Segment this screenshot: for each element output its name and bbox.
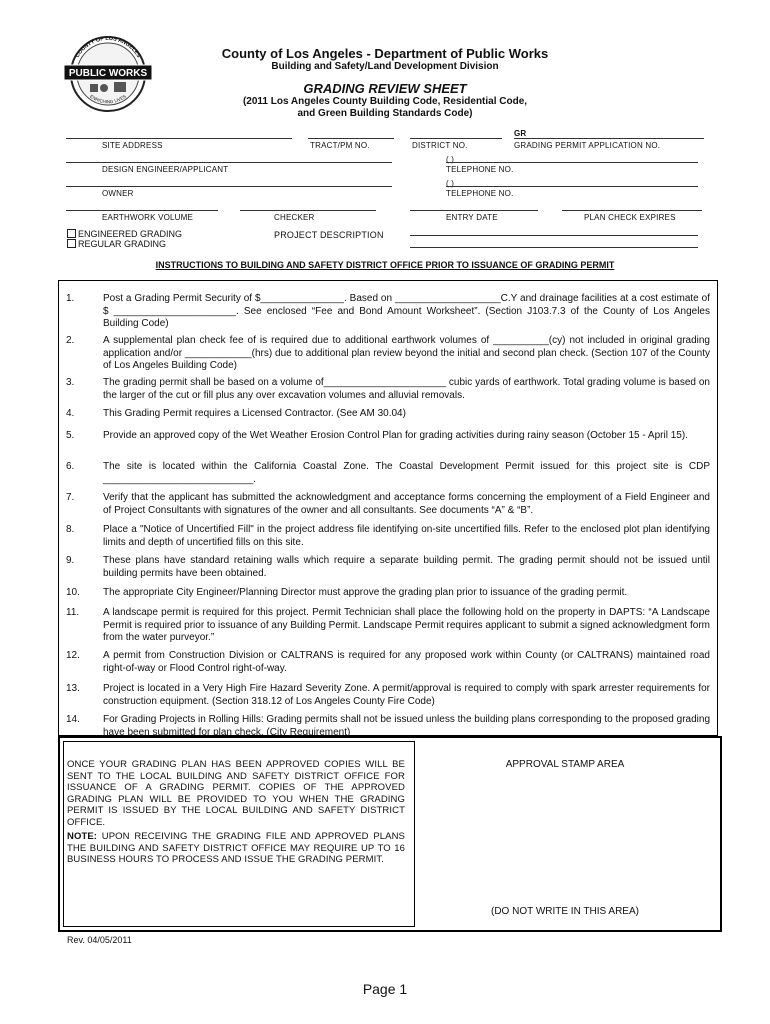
instruction-item-1: Post a Grading Permit Security of $_______________. Based on ___________________C.Y and drainage facilities at a cost estimate of $ ______________________. See enclosed “Fee and Bond Amount Worksheet”. (Section J103.7.3 of the County of Los Angeles Building Code) — [103, 293, 710, 329]
regular-grading-option[interactable] — [67, 239, 166, 249]
item-number-6: 6. — [66, 461, 75, 472]
instruction-item-11: A landscape permit is required for this project. Permit Technician shall place the following hold on the property in DAPTS: “A Landscape Permit is required prior to issuance of any Building Permit. Landscape Permit requires applicant to submit a signed acknowledgment form from the water purveyor.” — [103, 607, 710, 643]
owner-line[interactable] — [66, 186, 392, 187]
sheet-title: GRADING REVIEW SHEET — [303, 81, 467, 96]
district-line[interactable] — [410, 138, 502, 139]
division-title: Building and Safety/Land Development Division — [271, 61, 499, 72]
note-block — [67, 831, 405, 866]
note-text: UPON RECEIVING THE GRADING FILE AND APPROVED PLANS THE BUILDING AND SAFETY DISTRICT OFFICE MAY REQUIRE UP TO 16 BUSINESS HOURS TO PROCESS AND ISSUE THE GRADING PERMIT. — [67, 831, 405, 866]
do-not-write-label: (DO NOT WRITE IN THIS AREA) — [491, 906, 639, 917]
code-line-1: (2011 Los Angeles County Building Code, Residential Code, — [242, 96, 528, 107]
item-number-3: 3. — [66, 377, 75, 388]
grading-app-line[interactable] — [514, 138, 704, 139]
instruction-item-9: These plans have standard retaining walls which require a separate building permit. The grading permit should not be issued until building permits have been obtained. — [103, 555, 710, 579]
telephone-label-2: TELEPHONE NO. — [446, 189, 514, 198]
item-number-2: 2. — [66, 335, 75, 346]
grading-app-label: GRADING PERMIT APPLICATION NO. — [514, 141, 661, 150]
instruction-item-7: Verify that the applicant has submitted the acknowledgment and acceptance forms concerning the employment of a Field Engineer and of Project Consultants with signatures of the owner and all consultants. See documents “A” & “B”. — [103, 492, 710, 516]
instruction-item-10: The appropriate City Engineer/Planning Director must approve the grading plan prior to issuance of the grading permit. — [103, 587, 628, 598]
instruction-item-6: The site is located within the California Coastal Zone. The Coastal Development Permit issued for this project site is CDP ___________________________. — [103, 461, 710, 485]
page-number: Page 1 — [362, 981, 408, 997]
approval-stamp-label: APPROVAL STAMP AREA — [505, 759, 625, 770]
regular-grading-checkbox[interactable] — [67, 239, 76, 248]
instruction-item-8: Place a "Notice of Uncertified Fill" in the project address file identifying on-site uncertified fills. Refer to the enclosed plot plan identifying limits and depth of uncertified fills on this site. — [103, 524, 710, 548]
item-number-8: 8. — [66, 524, 75, 535]
design-engineer-line[interactable] — [66, 162, 392, 163]
item-number-13: 13. — [66, 683, 80, 694]
instruction-item-4: This Grading Permit requires a Licensed Contractor. (See AM 30.04) — [103, 408, 406, 419]
telephone-line-1[interactable] — [446, 162, 698, 163]
checker-line[interactable] — [240, 210, 376, 211]
item-number-1: 1. — [66, 293, 75, 304]
tract-line[interactable] — [308, 138, 394, 139]
item-number-10: 10. — [66, 587, 80, 598]
engineered-grading-label: ENGINEERED GRADING — [78, 229, 183, 239]
earthwork-label: EARTHWORK VOLUME — [102, 213, 194, 222]
checker-label: CHECKER — [274, 213, 315, 222]
code-line-2: and Green Building Standards Code) — [297, 108, 473, 119]
instruction-item-14: For Grading Projects in Rolling Hills: Grading permits shall not be issued unless the building plans corresponding to the proposed grading have been submitted for plan check. (City Requirement) — [103, 714, 711, 738]
revision-date: Rev. 04/05/2011 — [67, 935, 132, 945]
instruction-item-2: A supplemental plan check fee of is required due to additional earthwork volumes of __________(cy) not included in original grading application and/or ____________(hrs) due to additional plan review beyond the initial and second plan check. (Section 107 of the County of Los Angeles Building Code) — [103, 335, 710, 371]
item-number-4: 4. — [66, 408, 75, 419]
item-number-5: 5. — [66, 430, 75, 441]
department-title: County of Los Angeles - Department of Public Works — [221, 46, 549, 61]
project-description-label: PROJECT DESCRIPTION — [274, 230, 384, 240]
instruction-item-12: A permit from Construction Division or CALTRANS is required for any proposed work within County (or CALTRANS) maintained road right-of-way or Flood Control right-of-way. — [103, 650, 710, 674]
regular-grading-label: REGULAR GRADING — [78, 239, 167, 249]
engineered-grading-option[interactable] — [67, 229, 182, 239]
entry-date-label: ENTRY DATE — [446, 213, 498, 222]
owner-label: OWNER — [102, 189, 134, 198]
telephone-line-2[interactable] — [446, 186, 698, 187]
entry-date-line[interactable] — [410, 210, 538, 211]
logo-bottom-text: ENRICHING LIVES — [89, 93, 127, 105]
engineered-grading-checkbox[interactable] — [67, 229, 76, 238]
telephone-paren-2: ( ) — [446, 179, 455, 188]
site-address-label: SITE ADDRESS — [102, 141, 163, 150]
logo-ring-text: COUNTY OF LOS ANGELES — [74, 35, 142, 59]
item-number-12: 12. — [66, 650, 80, 661]
tract-label: TRACT/PM NO. — [310, 141, 370, 150]
district-label: DISTRICT NO. — [412, 141, 468, 150]
instructions-heading: INSTRUCTIONS TO BUILDING AND SAFETY DISTRICT OFFICE PRIOR TO ISSUANCE OF GRADING PERMIT — [155, 260, 615, 270]
notice-text: ONCE YOUR GRADING PLAN HAS BEEN APPROVED COPIES WILL BE SENT TO THE LOCAL BUILDING AND SAFETY DISTRICT OFFICE FOR ISSUANCE OF A GRADING PERMIT. COPIES OF THE APPROVED GRADING PLAN WILL BE PROVIDED TO YOU WHEN THE GRADING PERMIT IS ISSUED BY THE LOCAL BUILDING AND SAFETY DISTRICT OFFICE. — [67, 759, 405, 828]
item-number-14: 14. — [66, 714, 80, 725]
logo-center-text: PUBLIC WORKS — [68, 68, 148, 79]
item-number-9: 9. — [66, 555, 75, 566]
plan-check-expires-line[interactable] — [562, 210, 702, 211]
gr-prefix: GR — [514, 129, 527, 138]
item-number-11: 11. — [66, 607, 80, 618]
design-engineer-label: DESIGN ENGINEER/APPLICANT — [102, 165, 229, 174]
instruction-item-5: Provide an approved copy of the Wet Weather Erosion Control Plan for grading activities during rainy season (October 15 - April 15). — [103, 430, 688, 441]
note-label: NOTE: — [67, 831, 98, 842]
project-description-line-1[interactable] — [410, 235, 698, 236]
telephone-paren-1: ( ) — [446, 155, 455, 164]
instruction-item-3: The grading permit shall be based on a volume of______________________ cubic yards of earthwork. Total grading volume is based on the larger of the cut or fill plus any over excavation volumes and alluvial removals. — [103, 377, 710, 401]
instruction-item-13: Project is located in a Very High Fire Hazard Severity Zone. A permit/approval is required to comply with spark arrester requirements for construction equipment. (Section 318.12 of Los Angeles County Fire Code) — [103, 683, 710, 707]
plan-check-expires-label: PLAN CHECK EXPIRES — [584, 213, 676, 222]
telephone-label-1: TELEPHONE NO. — [446, 165, 514, 174]
item-number-7: 7. — [66, 492, 75, 503]
site-address-line[interactable] — [66, 138, 292, 139]
earthwork-line[interactable] — [66, 210, 218, 211]
project-description-line-2[interactable] — [410, 247, 698, 248]
